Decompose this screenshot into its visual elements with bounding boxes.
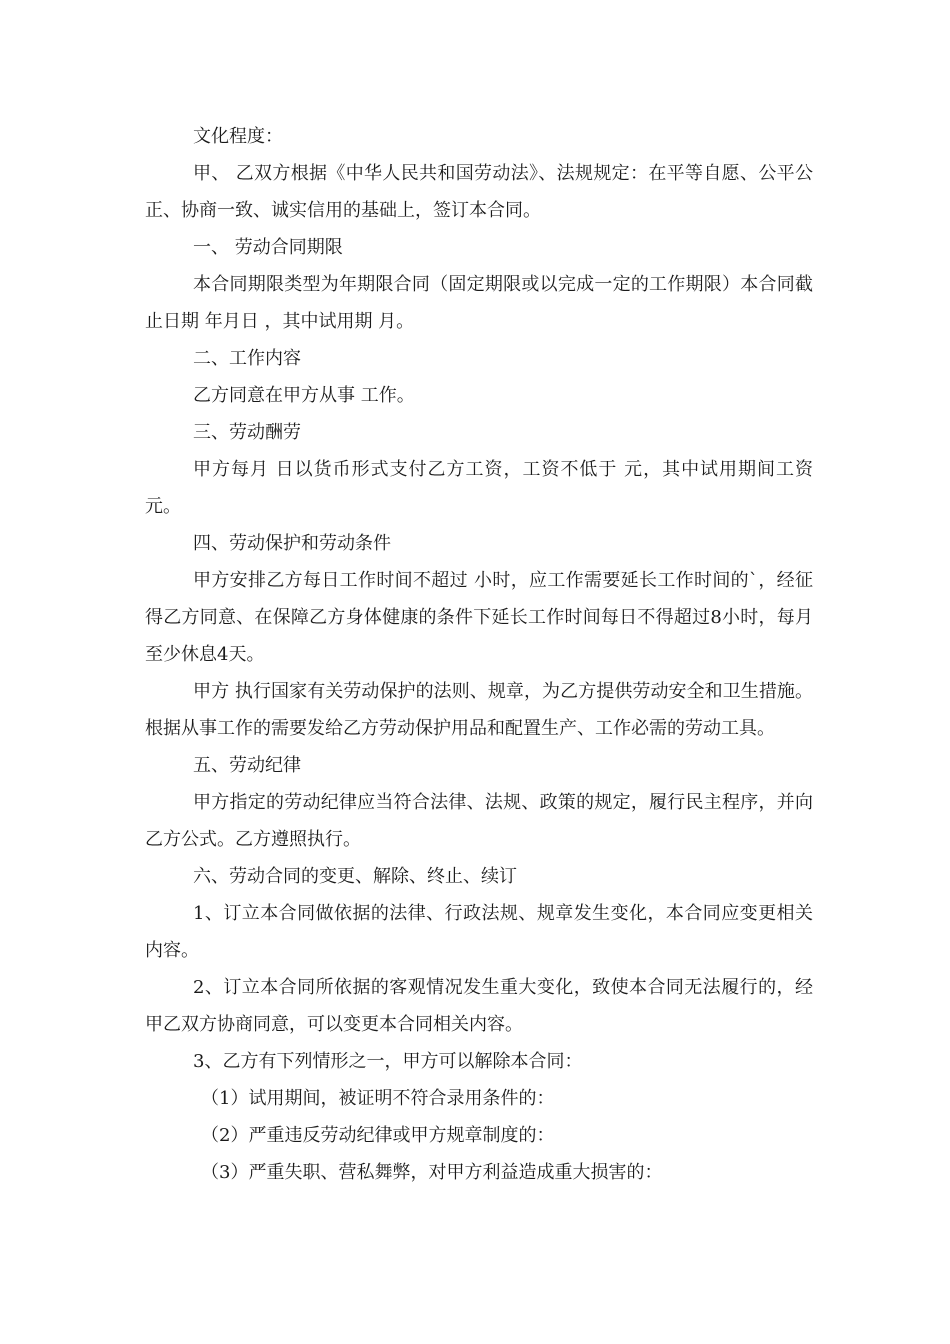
sub-clause-3: （3）严重失职、营私舞弊，对甲方利益造成重大损害的：: [201, 1162, 663, 1183]
paragraph-remuneration: 甲方每月 日以货币形式支付乙方工资，工资不低于 元，其中试用期间工资 元。: [145, 459, 819, 517]
paragraph-term: 本合同期限类型为年期限合同（固定期限或以完成一定的工作期限）本合同截止日期 年月日 ，其中试用期 月。: [145, 274, 813, 332]
paragraph-safety: 甲方 执行国家有关劳动保护的法则、规章，为乙方提供劳动安全和卫生措施。根据从事工作的需要发给乙方劳动保护用品和配置生产、工作必需的劳动工具。: [145, 681, 813, 739]
sub-clause-1: （1）试用期间，被证明不符合录用条件的：: [201, 1088, 555, 1109]
clause-3: 3、乙方有下列情形之一，甲方可以解除本合同：: [193, 1051, 583, 1072]
paragraph-education: 文化程度：: [193, 126, 283, 147]
section-heading-discipline: 五、劳动纪律: [193, 755, 301, 776]
section-heading-term: 一、 劳动合同期限: [193, 237, 343, 258]
section-heading-remuneration: 三、劳动酬劳: [193, 422, 301, 443]
paragraph-discipline: 甲方指定的劳动纪律应当符合法律、法规、政策的规定，履行民主程序，并向乙方公式。乙方遵照执行。: [145, 792, 813, 850]
clause-2: 2、订立本合同所依据的客观情况发生重大变化，致使本合同无法履行的，经甲乙双方协商同意，可以变更本合同相关内容。: [145, 977, 813, 1035]
section-heading-protection: 四、劳动保护和劳动条件: [193, 533, 391, 554]
paragraph-preamble: 甲、 乙双方根据《中华人民共和国劳动法》、法规规定：在平等自愿、公平公正、协商一致、诚实信用的基础上，签订本合同。: [145, 163, 813, 221]
section-heading-work-content: 二、工作内容: [193, 348, 301, 369]
paragraph-working-hours: 甲方安排乙方每日工作时间不超过 小时，应工作需要延长工作时间的`，经征得乙方同意、在保障乙方身体健康的条件下延长工作时间每日不得超过8小时，每月至少休息4天。: [145, 570, 813, 665]
document-body: [145, 118, 819, 1191]
section-heading-changes: 六、劳动合同的变更、解除、终止、续订: [193, 866, 517, 887]
paragraph-work-content: 乙方同意在甲方从事 工作。: [193, 385, 415, 406]
sub-clause-2: （2）严重违反劳动纪律或甲方规章制度的：: [201, 1125, 555, 1146]
clause-1: 1、订立本合同做依据的法律、行政法规、规章发生变化，本合同应变更相关内容。: [145, 903, 813, 961]
